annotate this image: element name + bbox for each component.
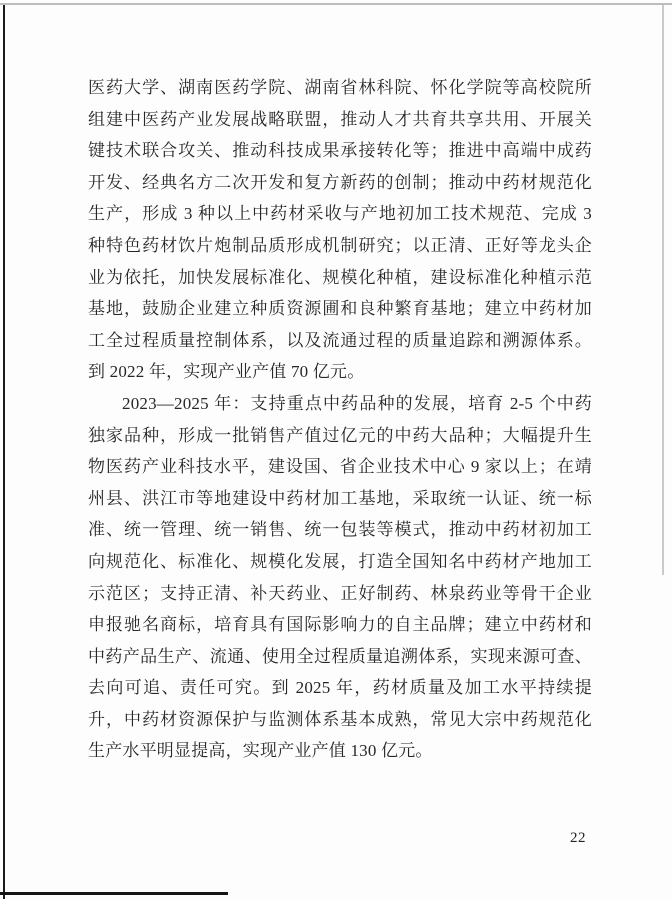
text-line: 组建中医药产业发展战略联盟，推动人才共育共享共用、开展关 [88,109,592,129]
text-line: 物医药产业科技水平，建设国、省企业技术中心 9 家以上；在靖 [88,457,592,477]
scan-border-top [0,3,672,5]
text-line: 准、统一管理、统一销售、统一包装等模式，推动中药材初加工 [88,520,592,540]
text-line: 工全过程质量控制体系，以及流通过程的质量追踪和溯源体系。 [88,330,592,350]
text-line: 业为依托，加快发展标准化、规模化种植，建设标准化种植示范 [88,267,592,287]
text-line: 去向可追、责任可究。到 2025 年，药材质量及加工水平持续提 [88,678,592,698]
text-line: 中药产品生产、流通、使用全过程质量追溯体系，实现来源可查、 [88,646,592,666]
text-line: 生产水平明显提高，实现产业产值 130 亿元。 [88,741,433,761]
text-line: 申报驰名商标，培育具有国际影响力的自主品牌；建立中药材和 [88,615,592,635]
text-line: 种特色药材饮片炮制品质形成机制研究；以正清、正好等龙头企 [88,235,592,255]
scan-border-left [3,5,5,899]
text-line: 基地，鼓励企业建立种质资源圃和良种繁育基地；建立中药材加 [88,299,592,319]
scan-border-bottom [0,892,228,895]
text-line: 独家品种，形成一批销售产值过亿元的中药大品种；大幅提升生 [88,425,592,445]
text-line: 向规范化、标准化、规模化发展，打造全国知名中药材产地加工 [88,551,592,571]
text-line: 州县、洪江市等地建设中药材加工基地，采取统一认证、统一标 [88,488,592,508]
text-line: 升，中药材资源保护与监测体系基本成熟，常见大宗中药规范化 [88,709,592,729]
page-number: 22 [570,830,586,846]
scan-border-right [662,5,664,575]
text-line: 开发、经典名方二次开发和复方新药的创制；推动中药材规范化 [88,172,592,192]
text-line: 到 2022 年，实现产业产值 70 亿元。 [88,362,365,382]
text-line: 医药大学、湖南医药学院、湖南省林科院、怀化学院等高校院所 [88,78,592,97]
text-line: 生产，形成 3 种以上中药材采收与产地初加工技术规范、完成 3 [88,204,592,224]
text-line: 2023—2025 年：支持重点中药品种的发展，培育 2-5 个中药 [122,393,592,413]
text-line: 键技术联合攻关、推动科技成果承接转化等；推进中高端中成药 [88,141,592,161]
text-line: 示范区；支持正清、补天药业、正好制药、林泉药业等骨干企业 [88,583,592,603]
page-body-text [88,72,592,767]
